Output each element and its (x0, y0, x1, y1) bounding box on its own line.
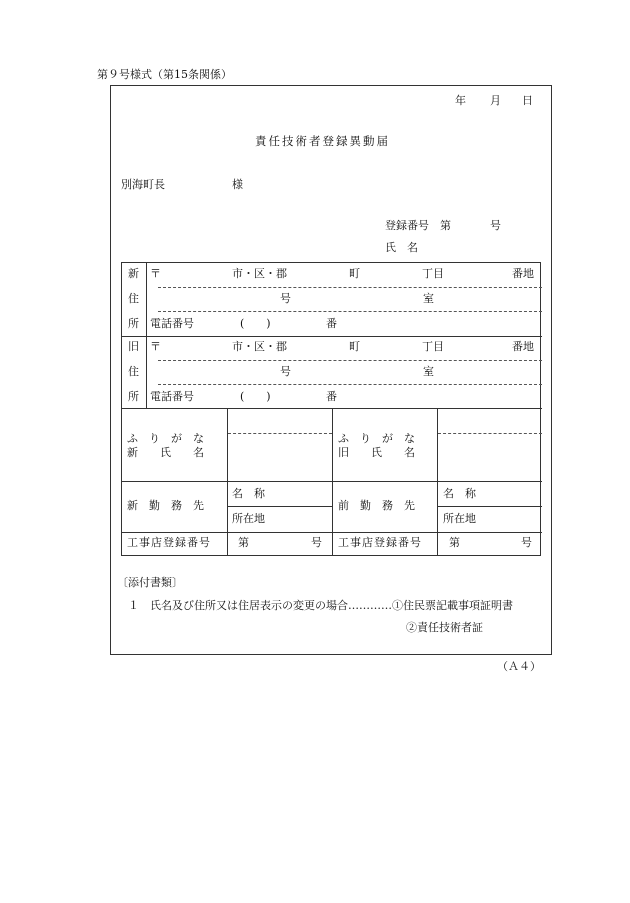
attachments-heading: 〔添付書類〕 (117, 576, 183, 589)
old-workplace-label: 前 勤 務 先 (338, 499, 415, 512)
form-title: 責任技術者登録異動届 (255, 134, 390, 148)
old-address-side-label-3: 所 (128, 390, 139, 403)
new-phone-paren: ( ) (240, 317, 271, 330)
old-city-ward-county: 市・区・郡 (232, 340, 287, 353)
old-address-side-label-1: 旧 (128, 340, 139, 353)
paper-size: （Ａ４） (497, 660, 541, 673)
applicant-name-label: 氏 名 (385, 241, 418, 254)
new-room: 室 (423, 292, 434, 305)
new-city-ward-county: 市・区・郡 (232, 267, 287, 280)
old-banchi: 番地 (512, 340, 534, 353)
old-furigana-label: ふ り が な (338, 432, 415, 445)
new-furigana-label: ふ り が な (127, 432, 204, 445)
new-store-registration-go: 号 (311, 536, 322, 549)
new-town: 町 (349, 267, 360, 280)
old-name-label: 旧 氏 名 (338, 446, 415, 459)
old-town: 町 (349, 340, 360, 353)
new-phone-label: 電話番号 (150, 317, 194, 330)
old-go: 号 (280, 365, 291, 378)
new-go: 号 (280, 292, 291, 305)
old-phone-label: 電話番号 (150, 390, 194, 403)
old-address-side-label-2: 住 (128, 365, 139, 378)
new-name-label: 新 氏 名 (127, 446, 204, 459)
date-day: 日 (522, 94, 533, 107)
attachment-item-text: 氏名及び住所又は住居表示の変更の場合…………①住民票記載事項証明書 (150, 599, 513, 612)
old-store-registration-go: 号 (521, 536, 532, 549)
new-address-side-label-3: 所 (128, 317, 139, 330)
form-number: 第９号様式（第15条関係） (97, 68, 232, 81)
old-store-registration-label: 工事店登録番号 (338, 536, 422, 549)
registration-dai: 第 (440, 219, 451, 232)
new-address-side-label-2: 住 (128, 292, 139, 305)
old-room: 室 (423, 365, 434, 378)
new-store-registration-dai: 第 (238, 536, 249, 549)
new-workplace-name-label: 名 称 (232, 487, 265, 500)
date-month: 月 (490, 94, 501, 107)
new-workplace-label: 新 勤 務 先 (127, 499, 204, 512)
new-banchi: 番地 (512, 267, 534, 280)
registration-go: 号 (490, 219, 501, 232)
attachment-item-number: １ (128, 599, 139, 612)
old-chome: 丁目 (422, 340, 444, 353)
old-phone-paren: ( ) (240, 390, 271, 403)
old-postal-mark: 〒 (150, 340, 161, 353)
new-store-registration-label: 工事店登録番号 (127, 536, 211, 549)
old-workplace-name-label: 名 称 (443, 487, 476, 500)
new-postal-mark: 〒 (150, 267, 161, 280)
old-ban: 番 (326, 390, 337, 403)
attachment-item-text-2: ②責任技術者証 (406, 621, 483, 634)
new-chome: 丁目 (422, 267, 444, 280)
old-store-registration-dai: 第 (449, 536, 460, 549)
new-ban: 番 (326, 317, 337, 330)
addressee-name: 別海町長 (121, 178, 165, 191)
old-workplace-location-label: 所在地 (443, 512, 476, 525)
registration-label: 登録番号 (385, 219, 429, 232)
addressee-honorific: 様 (232, 178, 243, 191)
new-address-side-label-1: 新 (128, 267, 139, 280)
date-year: 年 (455, 94, 466, 107)
new-workplace-location-label: 所在地 (232, 512, 265, 525)
